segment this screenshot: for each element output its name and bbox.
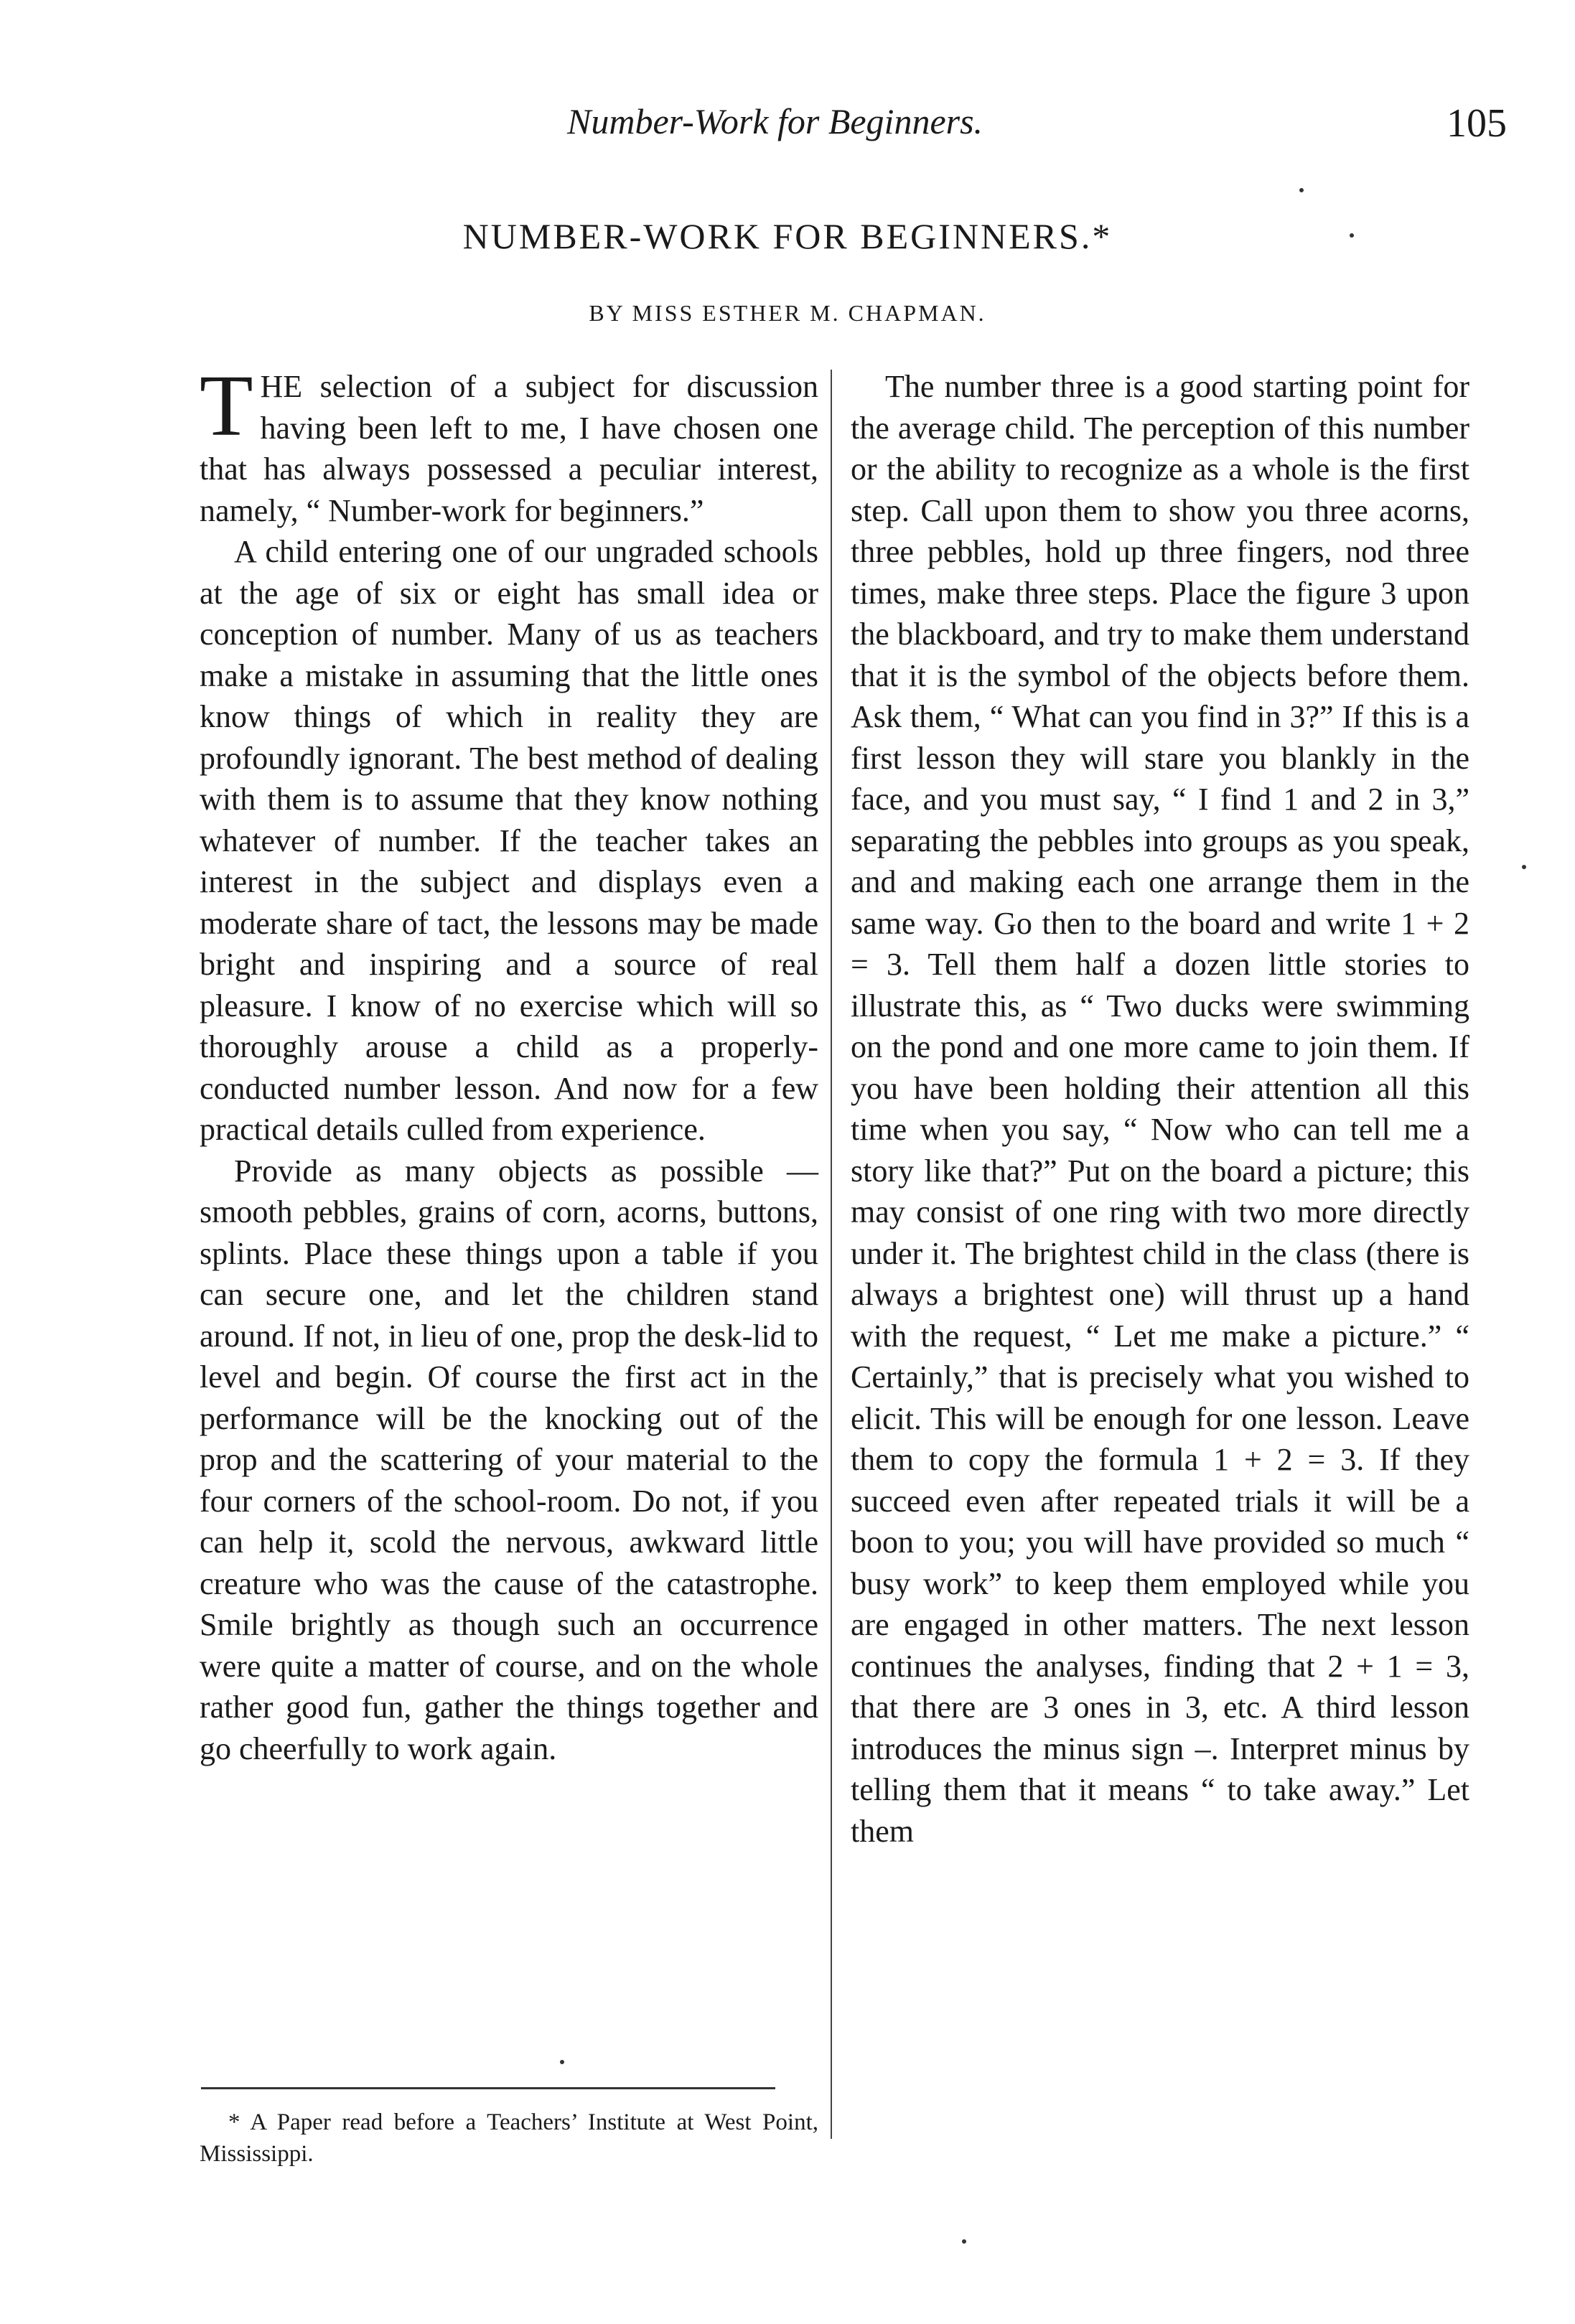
drop-cap: T [200,357,253,454]
paragraph: Provide as many objects as possible —smooth pebbles, grains of corn, acorns, buttons, splints. Place these things upon a table if you can secure one, and let the children stand around. If not, in lieu of one, prop the desk-lid to level and begin. Of course the first act in the performance will be the knocking out of the prop and the scattering of your material to the four corners of the school-room. Do not, if you can help it, scold the nervous, awkward little creature who was the cause of the catastrophe. Smile brightly as though such an occurrence were quite a matter of course, and on the whole rather good fun, gather the things together and go cheerfully to work again. [200,1153,818,1766]
paragraph-text: HE selection of a subject for discussion having been left to me, I have chosen one that has always possessed a peculiar interest, namely, “ Number-work for beginners.” [200,369,818,528]
footnote-divider [201,2087,775,2089]
footnote: * A Paper read before a Teachers’ Institute at West Point, Mississippi. [200,2109,818,2167]
speck [560,2060,564,2064]
paragraph [200,357,818,531]
speck [1522,865,1526,869]
paragraph: The number three is a good starting point for the average child. The perception of this number or the ability to recognize as a whole is the first step. Call upon them to show you three acorns, three pebbles, hold up three fingers, nod three times, make three steps. Place the figure 3 upon the blackboard, and try to make them understand that it is the symbol of the objects before them. Ask them, “ What can you find in 3?” If this is a first lesson they will stare you blankly in the face, and you must say, “ I find 1 and 2 in 3,” separating the pebbles into groups as you speak, and and making each one arrange them in the same way. Go then to the board and write 1 + 2 = 3. Tell them half a dozen little stories to illustrate this, as “ Two ducks were swimming on the pond and one more came to join them. If you have been holding their attention all this time when you say, “ Now who can tell me a story like that?” Put on the board a picture; this may consist of one ring with two more directly under it. The brightest child in the class (there is always a brightest one) will thrust up a hand with the request, “ Let me make a picture.” “ Certainly,” that is precisely what you wished to elicit. This will be enough for one lesson. Leave them to copy the formula 1 + 2 = 3. If they succeed even after repeated trials it will be a boon to you; you will have provided so much “ busy work” to keep them employed while you are engaged in other matters. The next lesson continues the analyses, finding that 2 + 1 = 3, that there are 3 ones in 3, etc. A third lesson introduces the minus sign –. Interpret minus by telling them that it means “ to take away.” Let them [851,369,1469,1849]
running-title: Number-Work for Beginners. [567,101,983,141]
speck [1299,188,1304,192]
running-head [0,100,1575,158]
page-number: 105 [1447,101,1507,146]
speck [1350,233,1354,238]
right-column [851,366,1469,1852]
speck [962,2239,966,2244]
left-column [200,357,818,1769]
column-divider [831,370,832,2139]
article-title: NUMBER-WORK FOR BEGINNERS.* [462,216,1113,256]
byline: BY MISS ESTHER M. CHAPMAN. [589,300,986,326]
paragraph: A child entering one of our ungraded schools at the age of six or eight has small idea or conception of number. Many of us as teachers make a mistake in assuming that the little ones know things of which in reality they are profoundly ignorant. The best method of dealing with them is to assume that they know nothing whatever of number. If the teacher takes an interest in the subject and displays even a moderate share of tact, the lessons may be made bright and inspiring and a source of real pleasure. I know of no exercise which will so thoroughly arouse a child as a properly-conducted number lesson. And now for a few practical details culled from experience. [200,534,818,1147]
